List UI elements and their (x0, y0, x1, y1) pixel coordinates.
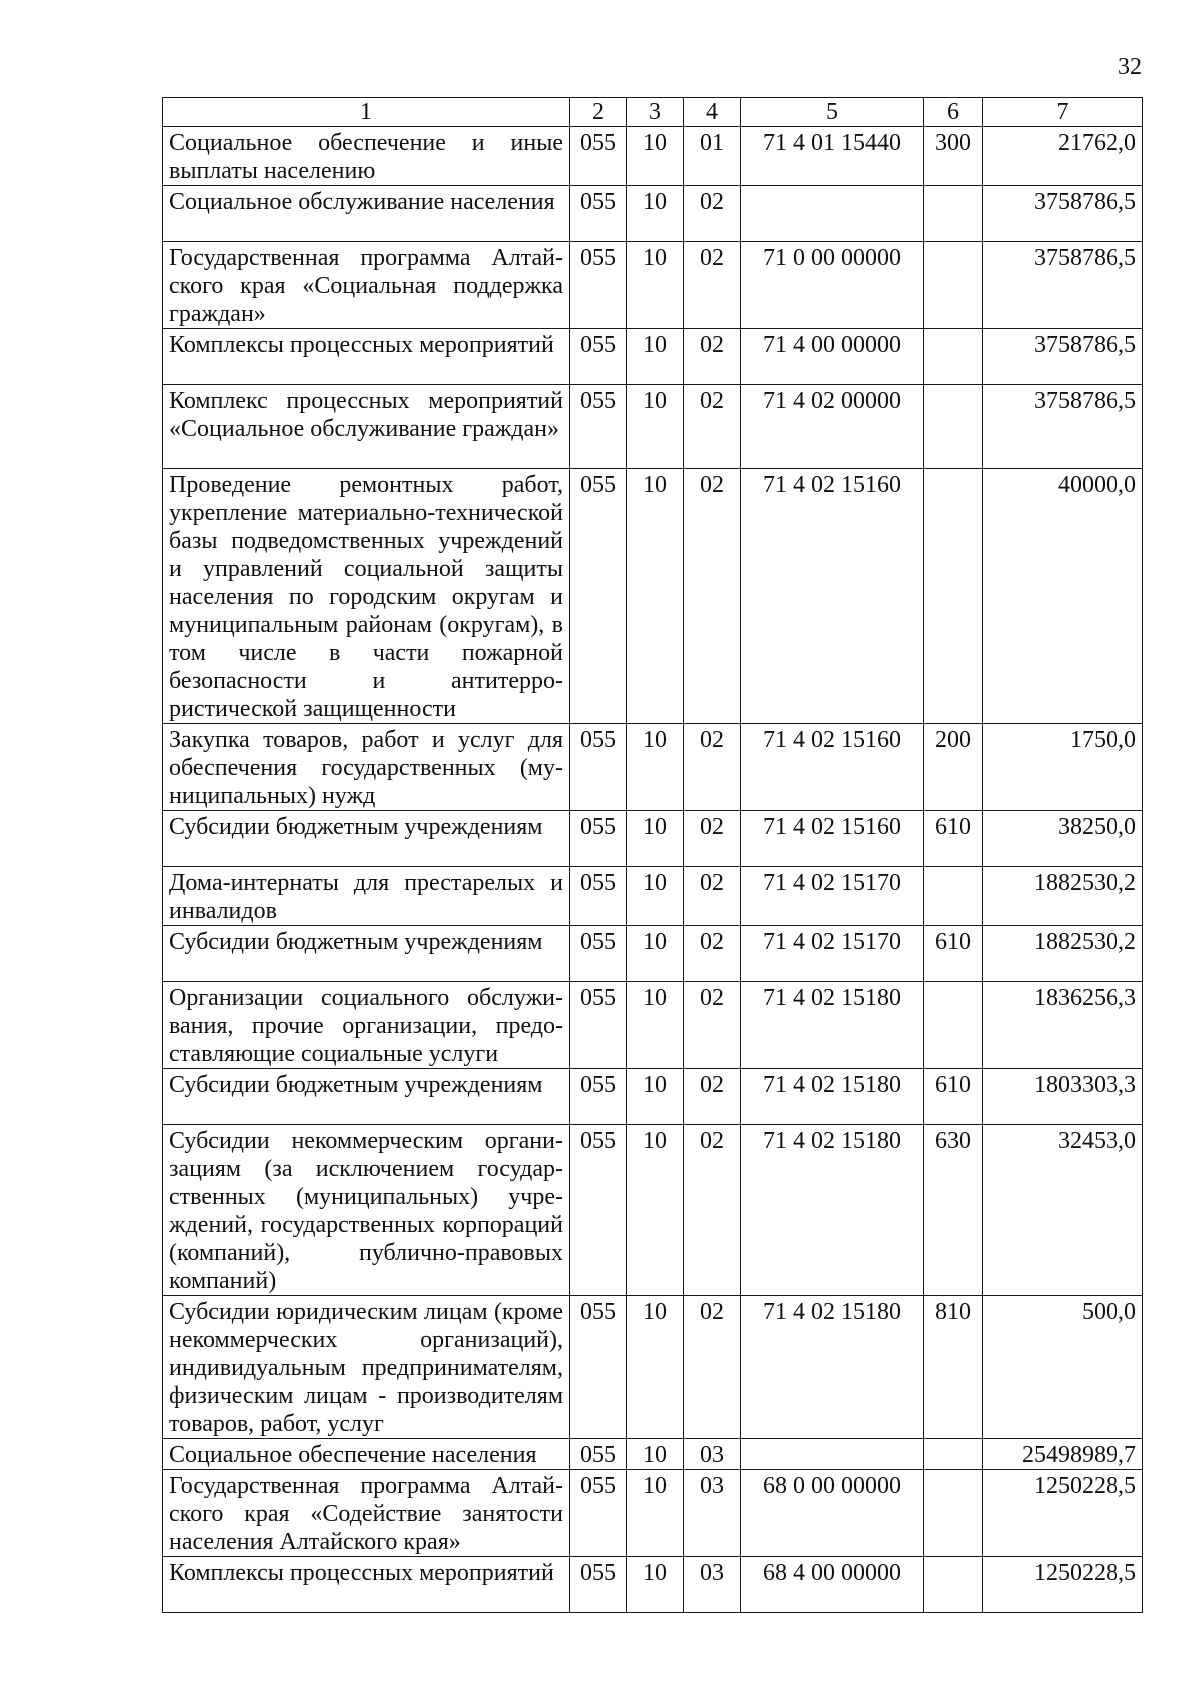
table-row (163, 1557, 1143, 1613)
cell-amount: 40000,0 (983, 469, 1143, 724)
table-row (163, 242, 1143, 329)
table-row (163, 1439, 1143, 1470)
cell-amount: 3758786,5 (983, 329, 1143, 385)
cell-amount: 3758786,5 (983, 385, 1143, 469)
cell-amount: 21762,0 (983, 127, 1143, 186)
cell-target-item (741, 1439, 924, 1470)
cell-amount: 500,0 (983, 1296, 1143, 1439)
cell-amount: 1250228,5 (983, 1470, 1143, 1557)
cell-admin-code: 055 (570, 1470, 627, 1557)
cell-section: 10 (627, 469, 684, 724)
cell-subsection: 02 (684, 385, 741, 469)
row-name: Субсидии некоммерческим организациям (за исключением государственных (муниципальных) учреждений, государственных корпораций (компаний), публично-правовых компаний) (163, 1125, 570, 1296)
cell-admin-code: 055 (570, 1069, 627, 1125)
row-name: Проведение ремонтных работ, укрепление материально-технической базы подведомственных учреждений и управлений социальной защиты населения по городским округам и муниципальным районам (округам), в том числе в части пожарной безопасности и антитеррористической защищенности (163, 469, 570, 724)
cell-section: 10 (627, 1470, 684, 1557)
column-header: 3 (627, 98, 684, 127)
cell-amount: 1882530,2 (983, 926, 1143, 982)
row-name: Социальное обеспечение населения (163, 1439, 570, 1470)
cell-section: 10 (627, 982, 684, 1069)
cell-subsection: 02 (684, 242, 741, 329)
column-header: 5 (741, 98, 924, 127)
cell-section: 10 (627, 329, 684, 385)
cell-section: 10 (627, 127, 684, 186)
cell-admin-code: 055 (570, 242, 627, 329)
cell-section: 10 (627, 1125, 684, 1296)
row-name: Государственная программа Алтайского края «Содействие занятости населения Алтайского края» (163, 1470, 570, 1557)
cell-section: 10 (627, 1069, 684, 1125)
table-row (163, 724, 1143, 811)
cell-subsection: 03 (684, 1439, 741, 1470)
cell-admin-code: 055 (570, 329, 627, 385)
cell-admin-code: 055 (570, 127, 627, 186)
cell-expense-type: 610 (924, 1069, 983, 1125)
cell-expense-type (924, 1470, 983, 1557)
cell-section: 10 (627, 242, 684, 329)
table-row (163, 1470, 1143, 1557)
cell-amount: 3758786,5 (983, 186, 1143, 242)
cell-admin-code: 055 (570, 1296, 627, 1439)
cell-section: 10 (627, 1439, 684, 1470)
cell-target-item: 71 4 02 15180 (741, 982, 924, 1069)
cell-expense-type: 300 (924, 127, 983, 186)
cell-subsection: 02 (684, 982, 741, 1069)
row-name: Комплекс процессных мероприятий «Социальное обслуживание граждан» (163, 385, 570, 469)
column-header: 7 (983, 98, 1143, 127)
budget-table (162, 97, 1143, 1613)
cell-expense-type (924, 867, 983, 926)
cell-admin-code: 055 (570, 1125, 627, 1296)
cell-subsection: 02 (684, 329, 741, 385)
column-header: 2 (570, 98, 627, 127)
cell-expense-type (924, 186, 983, 242)
cell-expense-type (924, 982, 983, 1069)
table-row (163, 186, 1143, 242)
cell-subsection: 02 (684, 867, 741, 926)
cell-subsection: 03 (684, 1470, 741, 1557)
cell-expense-type (924, 1439, 983, 1470)
cell-subsection: 02 (684, 1125, 741, 1296)
header-row (163, 98, 1143, 127)
row-name: Комплексы процессных мероприятий (163, 329, 570, 385)
cell-section: 10 (627, 385, 684, 469)
cell-target-item: 71 4 00 00000 (741, 329, 924, 385)
row-name: Комплексы процессных мероприятий (163, 1557, 570, 1613)
cell-target-item: 71 0 00 00000 (741, 242, 924, 329)
cell-subsection: 03 (684, 1557, 741, 1613)
cell-expense-type: 610 (924, 926, 983, 982)
cell-expense-type: 200 (924, 724, 983, 811)
cell-section: 10 (627, 867, 684, 926)
cell-amount: 32453,0 (983, 1125, 1143, 1296)
cell-admin-code: 055 (570, 469, 627, 724)
table-row (163, 867, 1143, 926)
cell-admin-code: 055 (570, 982, 627, 1069)
cell-expense-type: 810 (924, 1296, 983, 1439)
cell-target-item: 68 4 00 00000 (741, 1557, 924, 1613)
cell-expense-type (924, 242, 983, 329)
cell-admin-code: 055 (570, 1439, 627, 1470)
cell-target-item (741, 186, 924, 242)
cell-admin-code: 055 (570, 926, 627, 982)
cell-subsection: 02 (684, 926, 741, 982)
row-name: Субсидии бюджетным учреждениям (163, 811, 570, 867)
cell-target-item: 71 4 02 00000 (741, 385, 924, 469)
row-name: Дома-интернаты для престарелых и инвалидов (163, 867, 570, 926)
cell-expense-type (924, 385, 983, 469)
column-header: 1 (163, 98, 570, 127)
cell-section: 10 (627, 926, 684, 982)
cell-subsection: 02 (684, 811, 741, 867)
cell-amount: 1250228,5 (983, 1557, 1143, 1613)
cell-target-item: 68 0 00 00000 (741, 1470, 924, 1557)
table-row (163, 926, 1143, 982)
page-number: 32 (1118, 54, 1142, 80)
cell-target-item: 71 4 02 15170 (741, 926, 924, 982)
cell-section: 10 (627, 724, 684, 811)
cell-target-item: 71 4 02 15160 (741, 811, 924, 867)
table-row (163, 127, 1143, 186)
cell-subsection: 02 (684, 186, 741, 242)
cell-target-item: 71 4 02 15180 (741, 1069, 924, 1125)
table-row (163, 1069, 1143, 1125)
column-header: 4 (684, 98, 741, 127)
row-name: Государственная программа Алтайского края «Социальная поддержка граждан» (163, 242, 570, 329)
cell-amount: 1750,0 (983, 724, 1143, 811)
cell-admin-code: 055 (570, 385, 627, 469)
cell-subsection: 01 (684, 127, 741, 186)
cell-section: 10 (627, 811, 684, 867)
cell-subsection: 02 (684, 1069, 741, 1125)
cell-expense-type: 630 (924, 1125, 983, 1296)
row-name: Субсидии бюджетным учреждениям (163, 1069, 570, 1125)
table-row (163, 329, 1143, 385)
cell-expense-type (924, 1557, 983, 1613)
cell-amount: 3758786,5 (983, 242, 1143, 329)
cell-amount: 1882530,2 (983, 867, 1143, 926)
cell-admin-code: 055 (570, 811, 627, 867)
cell-target-item: 71 4 02 15180 (741, 1296, 924, 1439)
table-row (163, 1125, 1143, 1296)
table-row (163, 811, 1143, 867)
row-name: Закупка товаров, работ и услуг для обеспечения государственных (муниципальных) нужд (163, 724, 570, 811)
cell-admin-code: 055 (570, 186, 627, 242)
cell-amount: 1836256,3 (983, 982, 1143, 1069)
table-row (163, 1296, 1143, 1439)
row-name: Субсидии юридическим лицам (кроме некоммерческих организаций), индивидуальным предпринимателям, физическим лицам - производителям товаров, работ, услуг (163, 1296, 570, 1439)
cell-section: 10 (627, 186, 684, 242)
row-name: Социальное обеспечение и иные выплаты населению (163, 127, 570, 186)
cell-subsection: 02 (684, 1296, 741, 1439)
cell-amount: 1803303,3 (983, 1069, 1143, 1125)
cell-target-item: 71 4 02 15170 (741, 867, 924, 926)
table-row (163, 469, 1143, 724)
row-name: Социальное обслуживание населения (163, 186, 570, 242)
cell-expense-type: 610 (924, 811, 983, 867)
table-row (163, 385, 1143, 469)
cell-target-item: 71 4 02 15180 (741, 1125, 924, 1296)
column-header: 6 (924, 98, 983, 127)
cell-subsection: 02 (684, 724, 741, 811)
cell-expense-type (924, 329, 983, 385)
cell-section: 10 (627, 1557, 684, 1613)
row-name: Субсидии бюджетным учреждениям (163, 926, 570, 982)
cell-subsection: 02 (684, 469, 741, 724)
table-row (163, 982, 1143, 1069)
cell-admin-code: 055 (570, 724, 627, 811)
cell-expense-type (924, 469, 983, 724)
cell-target-item: 71 4 02 15160 (741, 469, 924, 724)
cell-target-item: 71 4 01 15440 (741, 127, 924, 186)
cell-amount: 25498989,7 (983, 1439, 1143, 1470)
cell-admin-code: 055 (570, 867, 627, 926)
cell-section: 10 (627, 1296, 684, 1439)
row-name: Организации социального обслуживания, прочие организации, предоставляющие социальные услуги (163, 982, 570, 1069)
cell-target-item: 71 4 02 15160 (741, 724, 924, 811)
cell-amount: 38250,0 (983, 811, 1143, 867)
cell-admin-code: 055 (570, 1557, 627, 1613)
